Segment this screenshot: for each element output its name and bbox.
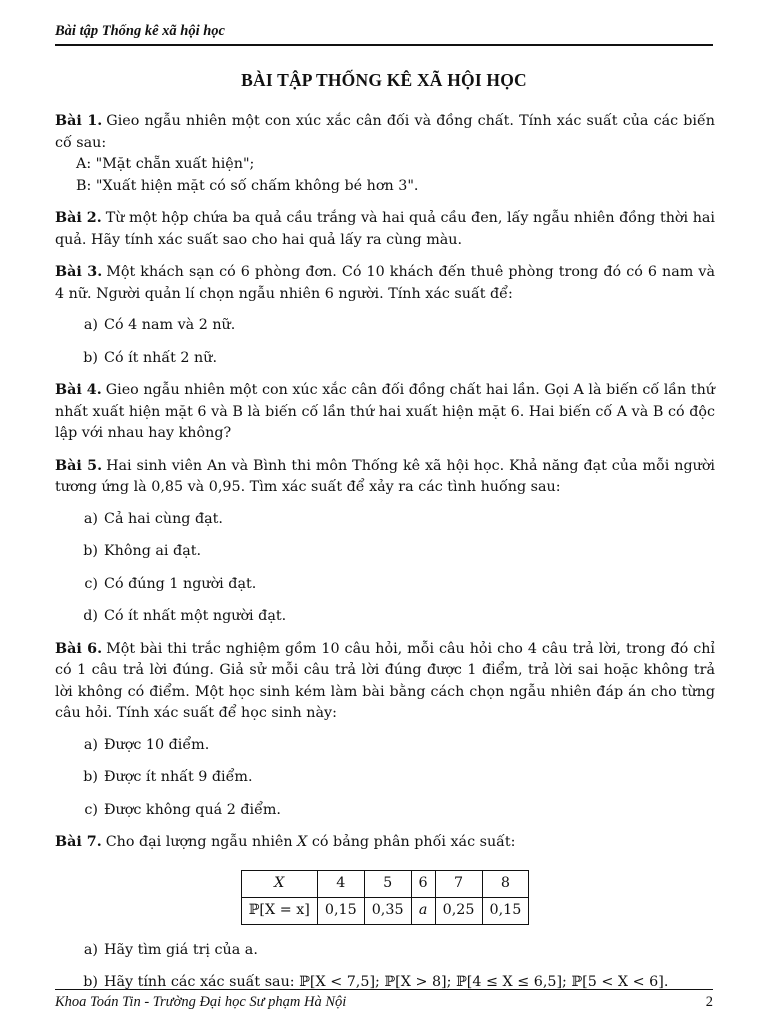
problem-text: Hai sinh viên An và Bình thi môn Thống kê xã hội học. Khả năng đạt của mỗi người tương ứng là 0,85 và 0,95. Tìm xác suất để xảy ra các tình huống sau: — [55, 457, 715, 495]
item-text: Được ít nhất 9 điểm. — [104, 769, 253, 785]
table-row — [241, 897, 529, 924]
item-text: Cả hai cùng đạt. — [104, 510, 223, 527]
event-a: A: "Mặt chẵn xuất hiện"; — [76, 156, 255, 172]
item-label: a) — [83, 317, 98, 333]
item-label: b) — [83, 349, 98, 366]
problem-text: Cho đại lượng ngẫu nhiên — [105, 834, 298, 850]
problem-6 — [55, 639, 715, 822]
problem-7 — [55, 832, 715, 994]
problem-number: Bài 4. — [55, 382, 102, 398]
problem-3 — [55, 262, 715, 369]
table-cell: 7 — [435, 870, 482, 897]
footer-rule — [55, 989, 713, 990]
table-cell: 0,25 — [435, 897, 482, 924]
item-text: Có đúng 1 người đạt. — [104, 575, 257, 592]
header-rule — [55, 44, 713, 46]
list-item — [55, 541, 715, 563]
problem-text-tail: có bảng phân phối xác suất: — [307, 834, 516, 850]
list-item — [55, 348, 715, 370]
problem-number: Bài 1. — [55, 113, 103, 129]
sub-question-list — [55, 940, 715, 994]
table-cell: 0,15 — [482, 897, 529, 924]
item-label: c) — [84, 575, 98, 592]
problem-2 — [55, 208, 715, 251]
table-cell: 0,15 — [317, 897, 364, 924]
item-text: Hãy tìm giá trị của a. — [104, 941, 258, 958]
item-text: Có 4 nam và 2 nữ. — [104, 317, 236, 333]
footer-institution: Khoa Toán Tin - Trường Đại học Sư phạm Hà Nội — [55, 994, 347, 1010]
problem-number: Bài 5. — [55, 457, 103, 474]
problem-number: Bài 3. — [55, 264, 103, 280]
table-cell: 5 — [364, 870, 411, 897]
table-cell: 8 — [482, 870, 529, 897]
item-label: b) — [83, 543, 98, 559]
table-cell: a — [411, 897, 435, 924]
distribution-table — [241, 870, 530, 925]
page-title: BÀI TẬP THỐNG KÊ XÃ HỘI HỌC — [241, 70, 527, 90]
item-text: Được 10 điểm. — [104, 736, 210, 753]
random-variable: X — [297, 834, 308, 850]
list-item — [55, 767, 715, 789]
table-cell: 4 — [317, 870, 364, 897]
problem-text: Gieo ngẫu nhiên một con xúc xắc cân đối đồng chất hai lần. Gọi A là biến cố lần thứ nhất xuất hiện mặt 6 và B là biến cố lần thứ hai xuất hiện mặt 6. Hai biến cố A và B có độc lập với nhau hay không? — [55, 382, 715, 441]
list-item — [55, 972, 715, 994]
item-label: b) — [83, 769, 98, 785]
sub-question-list — [55, 509, 715, 628]
problem-number: Bài 6. — [55, 640, 103, 657]
running-header: Bài tập Thống kê xã hội học — [55, 23, 225, 39]
problem-text: Một bài thi trắc nghiệm gồm 10 câu hỏi, mỗi câu hỏi cho 4 câu trả lời, trong đó chỉ có 1 câu trả lời đúng. Giả sử mỗi câu trả lời đúng được 1 điểm, trả lời sai hoặc không trả lời không có điểm. Một học sinh kém làm bài bằng cách chọn ngẫu nhiên đáp án cho từng câu hỏi. Tính xác suất để học sinh này: — [55, 640, 715, 721]
list-item — [55, 315, 715, 337]
item-label: a) — [83, 736, 98, 753]
item-label: c) — [84, 801, 98, 818]
table-cell: 6 — [411, 870, 435, 897]
item-text: Có ít nhất một người đạt. — [104, 608, 287, 624]
page-number: 2 — [705, 994, 713, 1010]
list-item — [55, 940, 715, 962]
event-b: B: "Xuất hiện mặt có số chấm không bé hơn 3". — [76, 177, 419, 194]
item-text: Hãy tính các xác suất sau: ℙ[X < 7,5]; ℙ[X > 8]; ℙ[4 ≤ X ≤ 6,5]; ℙ[5 < X < 6]. — [104, 974, 669, 990]
list-item — [55, 574, 715, 596]
problem-list — [55, 111, 715, 1005]
table-cell: 0,35 — [364, 897, 411, 924]
table-cell: X — [241, 870, 317, 897]
table-row — [241, 870, 529, 897]
item-label: a) — [83, 941, 98, 958]
sub-question-list — [55, 735, 715, 822]
item-label: d) — [83, 608, 98, 624]
list-item — [55, 509, 715, 531]
problem-number: Bài 7. — [55, 834, 102, 850]
problem-1 — [55, 111, 715, 197]
problem-5 — [55, 456, 715, 628]
table-cell: ℙ[X = x] — [241, 897, 317, 924]
item-text: Có ít nhất 2 nữ. — [104, 349, 218, 366]
problem-number: Bài 2. — [55, 210, 102, 226]
problem-4 — [55, 380, 715, 445]
item-text: Được không quá 2 điểm. — [104, 801, 281, 818]
item-label: a) — [83, 510, 98, 527]
sub-question-list — [55, 315, 715, 369]
list-item — [55, 735, 715, 757]
item-text: Không ai đạt. — [104, 543, 202, 559]
list-item — [55, 606, 715, 628]
item-label: b) — [83, 974, 98, 990]
problem-text: Một khách sạn có 6 phòng đơn. Có 10 khách đến thuê phòng trong đó có 6 nam và 4 nữ. Người quản lí chọn ngẫu nhiên 6 người. Tính xác suất để: — [55, 264, 715, 302]
list-item — [55, 800, 715, 822]
problem-text: Gieo ngẫu nhiên một con xúc xắc cân đối và đồng chất. Tính xác suất của các biến cố sau: — [55, 113, 715, 151]
problem-text: Từ một hộp chứa ba quả cầu trắng và hai quả cầu đen, lấy ngẫu nhiên đồng thời hai quả. Hãy tính xác suất sao cho hai quả lấy ra cùng màu. — [55, 210, 716, 248]
